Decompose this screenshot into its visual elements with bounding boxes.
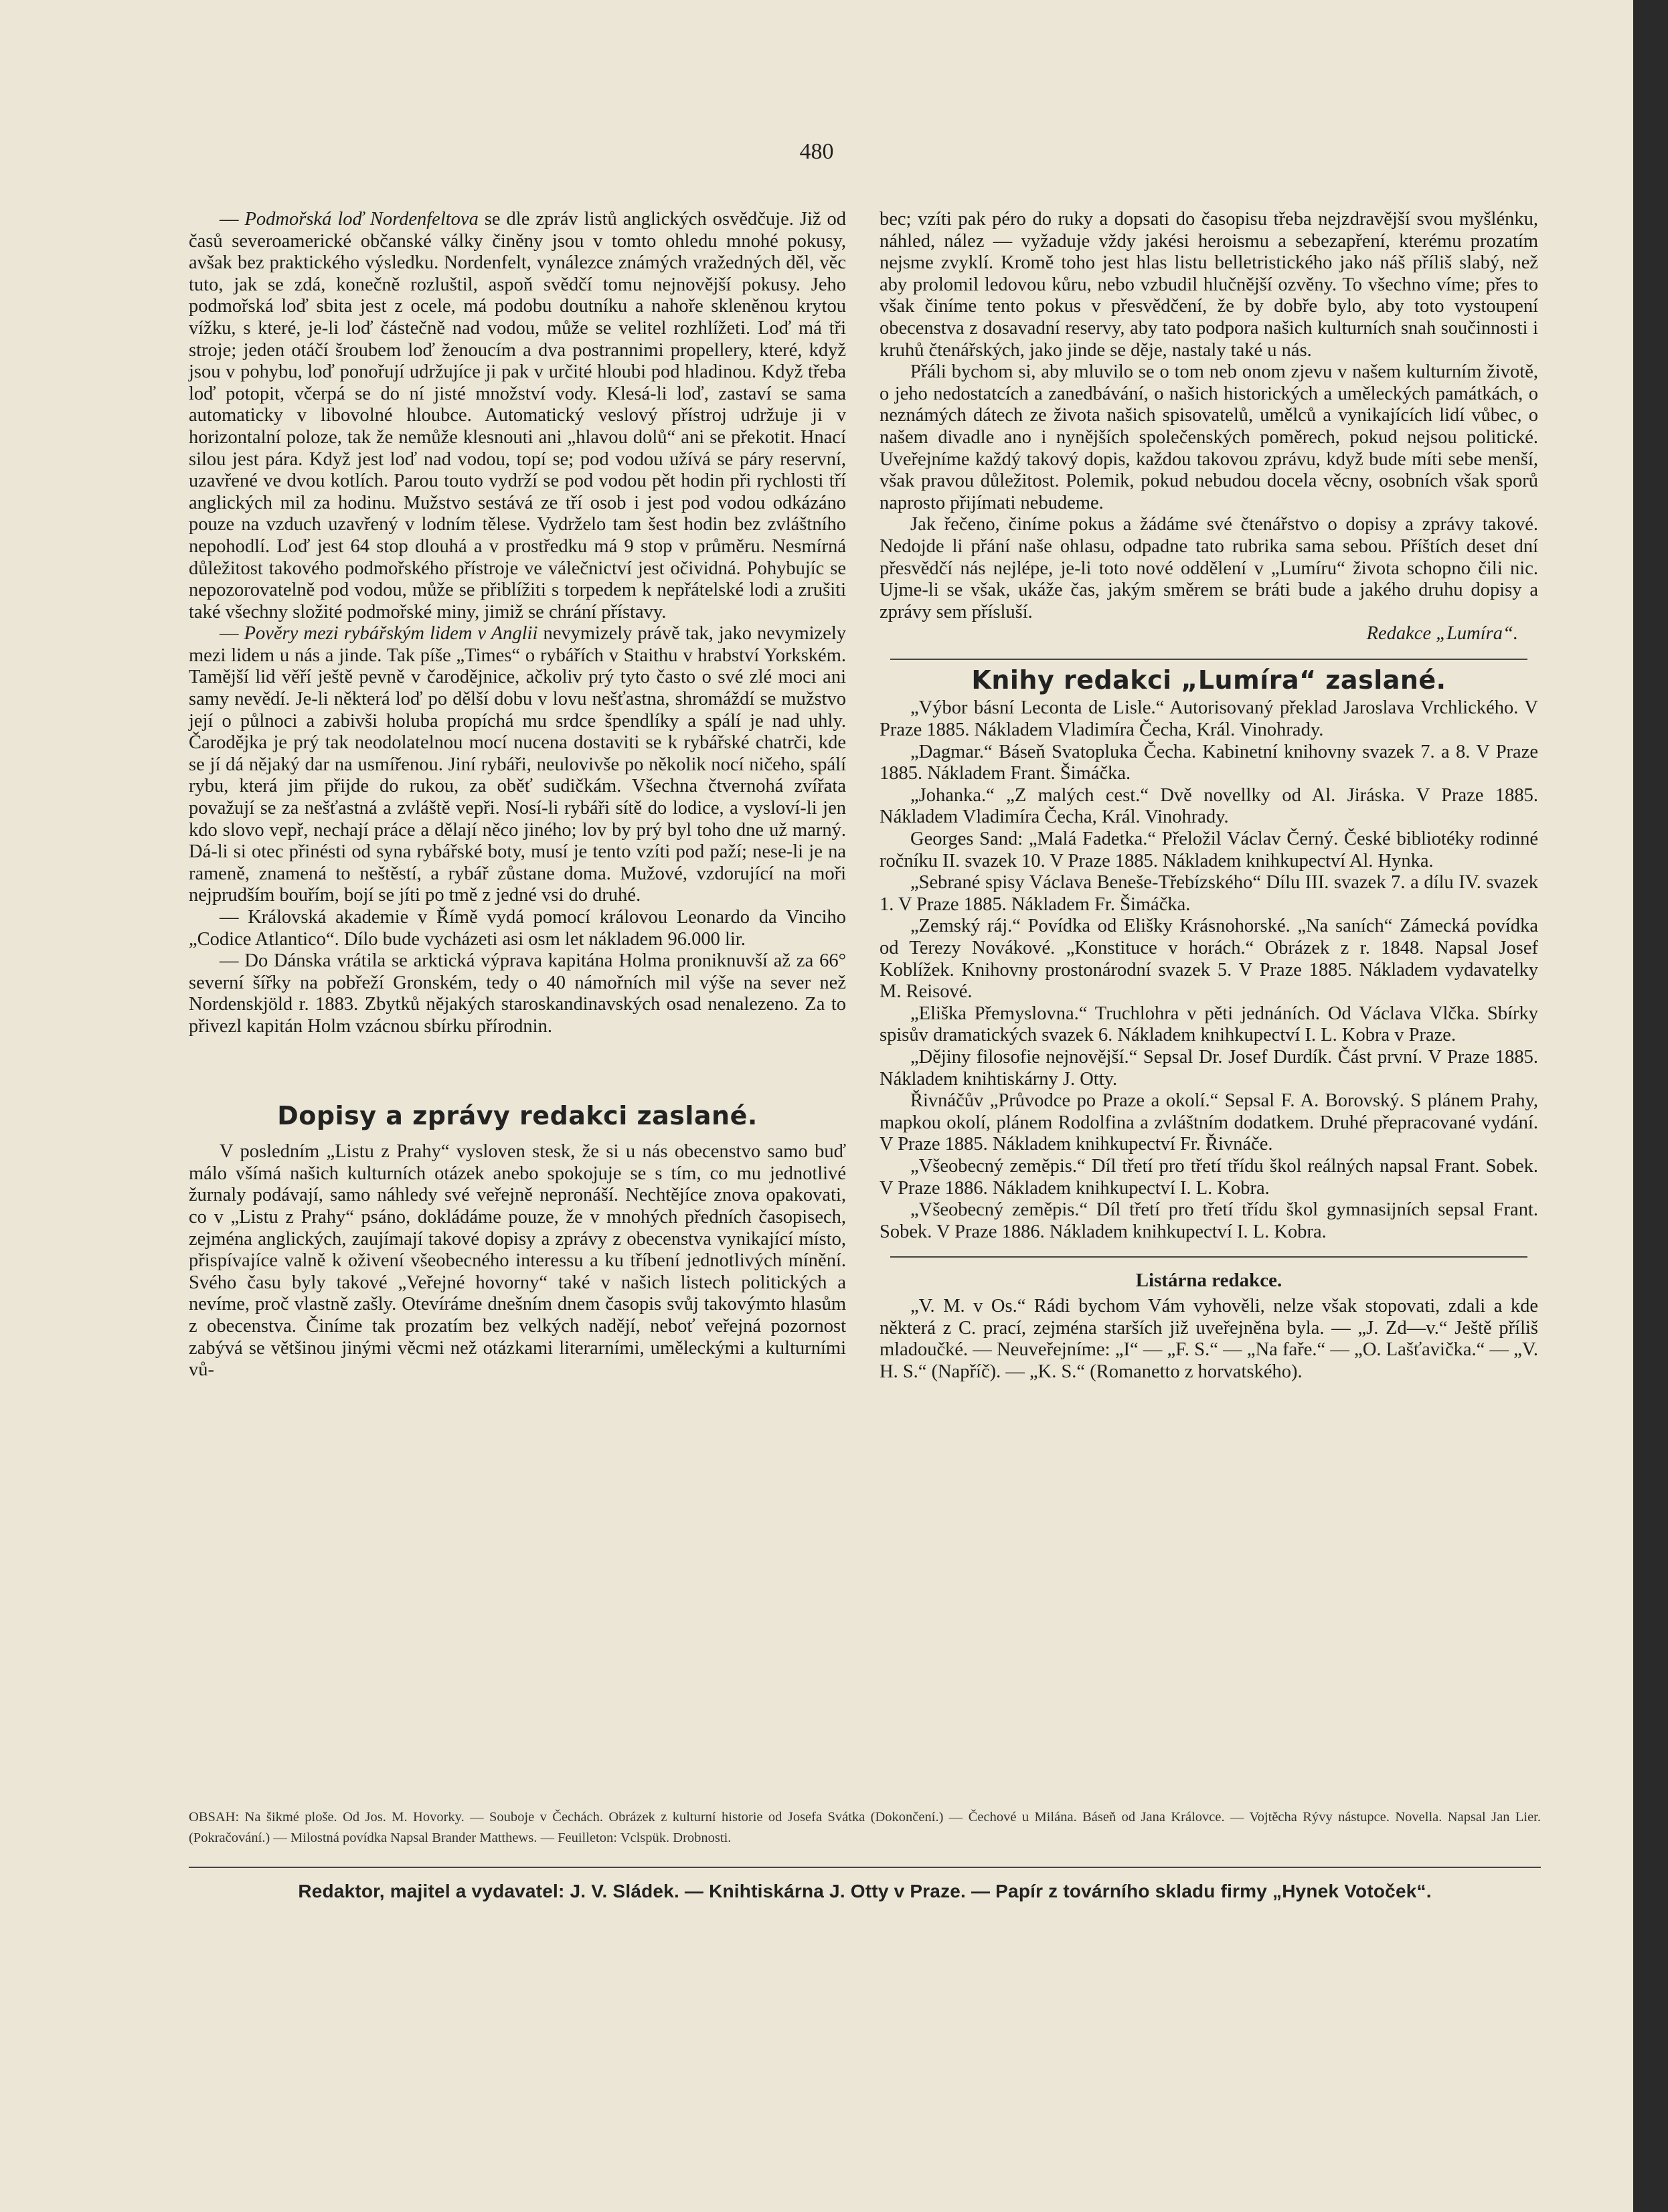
editorial-signature: Redakce „Lumíra“. [1366,623,1518,645]
left-column [189,209,846,1381]
letters-section-title: Dopisy a zprávy redakci zaslané. [277,1100,758,1130]
letters-continuation: bec; vzíti pak péro do ruky a dopsati do časopisu třeba nejzdravější svou myšlénku, náhled, nález — vyžaduje vždy jakési heroismu a sebezapření, kterému prozatím nejsme zvyklí. Kromě toho jest hlas listu belletristického jako náš příliš slabý, než aby prolomil ledovou kůru, nebo vzbudil hlučnější ozvěny. To všechno víme; přes to však činíme tento pokus v přesvědčení, že by dobře bylo, aby toto vystoupení obecenstva z dosavadní reservy, aby tato podpora našich kulturních snah součinnosti i kruhů čtenářských, jako jinde se děje, nastaly také u nás. [880,209,1538,361]
books-list [880,697,1538,1243]
listarna-title: Listárna redakce. [1135,1270,1282,1292]
book-entry: „Sebrané spisy Václava Beneše-Třebízského“ Dílu III. svazek 7. a dílu IV. svazek 1. V Praze 1885. Nákladem Fr. Šimáčka. [880,872,1538,915]
book-entry: „Všeobecný zeměpis.“ Díl třetí pro třetí třídu škol reálných napsal Frant. Sobek. V Praze 1886. Nákladem knihkupectví I. L. Kobra. [880,1155,1538,1199]
book-entry: „Výbor básní Leconta de Lisle.“ Autorisovaný překlad Jaroslava Vrchlického. V Praze 1885. Nákladem Vladimíra Čecha, Král. Vinohrady. [880,697,1538,741]
books-section-title: Knihy redakci „Lumíra“ zaslané. [971,665,1446,695]
page-edge-shadow [1633,0,1668,2212]
table-of-contents: OBSAH: Na šikmé ploše. Od Jos. M. Hovorky. — Souboje v Čechách. Obrázek z kulturní historie od Josefa Svátka (Dokončení.) — Čechové u Milána. Báseň od Jana Královce. — Vojtěcha Rývy nástupce. Novella. Napsal Jan Lier. (Pokračování.) — Milostná povídka Napsal Brander Matthews. — Feuilleton: Vclspük. Drobnosti. [189,1810,1541,1845]
notice-superstitions-title: Pověry mezi rybářským lidem v Anglii [244,623,538,645]
book-entry: Řivnáčův „Průvodce po Praze a okolí.“ Sepsal F. A. Borovský. S plánem Prahy, mapkou okolí, plánem Rodolfina a zvláštním dodatkem. Druhé přepracované vydání. V Praze 1885. Nákladem knihkupectví Fr. Řivnáče. [880,1090,1538,1155]
letters-paragraph-3: Jak řečeno, činíme pokus a žádáme své čtenářstvo o dopisy a zprávy takové. Nedojde li přání naše ohlasu, odpadne tato rubrika sama sebou. Příštích deset dní přesvědčí nás nejlépe, je-li toto nové oddělení v „Lumíru“ života schopno čili nic. Ujme-li se však, ukáže čas, jakým směrem se bráti bude a jakého druhu dopisy a zprávy sem přísluší. [880,514,1538,622]
letters-paragraph-1: V posledním „Listu z Prahy“ vysloven stesk, že si u nás obecenstvo samo buď málo všímá našich kulturních otázek anebo spokojuje se s tím, co mu jednotlivé žurnaly podávají, samo náhledy své veřejně nepronáší. Nechtějíce znova opakovati, co v „Listu z Prahy“ psáno, dokládáme pouze, že v mnohých předních časopisech, zejména anglických, zaujímají takové dopisy a zprávy z obecenstva vynikající místo, přispívajíce valně k oživení všeobecného interessu a ku tříbení jednotlivých mínění. Svého času byly takové „Veřejné hovorny“ také v našich listech politických a nevíme, proč vlastně zašly. Otevíráme dnešním dnem časopis svůj takovýmto hlasům z obecenstva. Činíme tak prozatím bez velkých nadějí, neboť veřejná pozornost zabývá se většinou jinými věcmi než otázkami literarními, uměleckými a kulturními vů- [189,1141,846,1381]
publisher-footer: Redaktor, majitel a vydavatel: J. V. Sládek. — Knihtiskárna J. Otty v Praze. — Papír z továrního skladu firmy „Hynek Votoček“. [298,1881,1432,1901]
book-entry: „Dagmar.“ Báseň Svatopluka Čecha. Kabinetní knihovny svazek 7. a 8. V Praze 1885. Nákladem Frant. Šimáčka. [880,741,1538,784]
book-entry: Georges Sand: „Malá Fadetka.“ Přeložil Václav Černý. České bibliotéky rodinné ročníku II. svazek 10. V Praze 1885. Nákladem knihkupectví Al. Hynka. [880,829,1538,871]
book-entry: „Johanka.“ „Z malých cest.“ Dvě novellky od Al. Jiráska. V Praze 1885. Nákladem Vladimíra Čecha, Král. Vinohrady. [880,784,1538,828]
book-entry: „Všeobecný zeměpis.“ Díl třetí pro třetí třídu škol gymnasijních sepsal Frant. Sobek. V Praze 1886. Nákladem knihkupectví I. L. Kobra. [880,1199,1538,1242]
notice-academy: — Královská akademie v Římě vydá pomocí královou Leonardo da Vinciho „Codice Atlantico“. Dílo bude vycházeti asi osm let nákladem 96.000 lir. [189,907,846,950]
letters-paragraph-2: Přáli bychom si, aby mluvilo se o tom neb onom zjevu v našem kulturním životě, o jeho nedostatcích a zanedbávání, o našich historických a uměleckých památkách, o neznámých dátech ze života našich spisovatelů, umělců a vynikajících lidí vůbec, o našem divadle ano i nynějších společenských poměrech, pokud nejsou politické. Uveřejníme každý takový dopis, každou takovou zprávu, když bude míti sebe menší, však pravou důležitost. Polemik, pokud nebudou docela věcny, osobních však sporů naprosto přijímati nebudeme. [880,361,1538,513]
footer-divider [189,1867,1541,1868]
notice-submarine-text: se dle zpráv listů anglických osvědčuje. Již od časů severoamerické občanské války činěny jsou v tomto ohledu mnohé pokusy, avšak bez praktického výsledku. Nordenfelt, vynálezce známých vražedných děl, věc tuto, jak se zdá, konečně rozluštil, aspoň svědčí tomu nejnovější pokusy. Jeho podmořská loď sbita jest z ocele, má podobu doutníku a nahoře skleněnou krytou vížku, s které, je-li loď částečně nad vodou, může se velitel rozhlížeti. Loď má tři stroje; jeden otáčí šroubem loď ženoucím a dva postrannimi propellery, které, když jsou v pohybu, loď ponořují udržujíce ji pak v určité hloubi pod hladinou. Když třeba loď potopit, včerpá se do ní jisté množství vody. Klesá-li loď, zastaví se sama automaticky v libovolné hloubce. Automatický veslový přístroj udržuje ji v horizontalní poloze, tak že nemůže klesnouti ani „hlavou dolů“ ani se překotit. Hnací silou jest pára. Když jest loď nad vodou, topí se; pod vodou užívá se páry reservní, uzavřené ve dvou kotlích. Parou touto vydrží se pod vodou pět hodin při rychlosti tří anglických mil za hodinu. Mužstvo sestává ze tří osob i jest pod vodou odkázáno pouze na vzduch uzavřený v lodním tělese. Vydrželo tam šest hodin bez zvláštního nepohodlí. Loď jest 64 stop dlouhá a v prostředku má 9 stop v průměru. Nesmírná důležitost takového podmořského přístroje ve válečnictví jest očividná. Pohybujíc se nepozorovatelně pod vodou, může se přiblížiti s torpedem k nepřátelské lodi a zrušiti také všechny složité podmořské miny, jimiž se chrání přístavy. [189,209,847,622]
book-entry: „Zemský ráj.“ Povídka od Elišky Krásnohorské. „Na saních“ Zámecká povídka od Terezy Novákové. „Konstituce v horách.“ Obrázek z r. 1848. Napsal Josef Koblížek. Knihovny prostonárodní svazek 5. V Praze 1885. Nákladem vydavatelky M. Reisové. [880,916,1538,1003]
notice-superstitions: — Pověry mezi rybářským lidem v Anglii nevymizely právě tak, jako nevymizely mezi lidem u nás a jinde. Tak píše „Times“ o rybářích v Staithu v hrabství Yorkském. Tamější lid věří ještě pevně v čarodějnice, ačkoliv prý tyto často o své zlé moci ani samy nevědí. Je-li některá loď po dělší dobu v lovu nešťastna, shromáždí se mužstvo její o půlnoci a zabivši holuba propíchá mu srdce špendlíky a spálí je nad uhly. Čarodějka je prý tak neodolatelnou mocí nucena dostaviti se k rybářské chatrči, kde se jí dá nějaký dar na usmířenou. Jiní rybáři, neulovivše po několik nocí ničeho, spálí rybu, která jim přijde do rukou, za oběť sudičkám. Všechna čtvernohá zvířata považují se za nešťastná a zvláště vepři. Nosí-li rybáři sítě do lodice, a vysloví-li jen kdo slovo vepř, nechají práce a dělají něco jiného; lov by prý byl toho dne už marný. Dá-li si otec přinésti od syna rybářské boty, musí je tento vzíti pod paží; nese-li je na rameně, znamená to neštěstí, a rybář zůstane doma. Mužové, vzdorující na moři nejprudším bouřím, bojí se jíti po tmě z jedné vsi do druhé. [189,623,846,906]
page-number: 480 [799,139,834,164]
book-entry: „Dějiny filosofie nejnovější.“ Sepsal Dr. Josef Durdík. Část první. V Praze 1885. Nákladem knihtiskárny J. Otty. [880,1046,1538,1090]
notice-arctic: — Do Dánska vrátila se arktická výprava kapitána Holma proniknuvší až za 66° severní šířky na pobřeží Gronském, tedy o 40 námořních mil výše na sever než Nordenskjöld r. 1883. Zbytků nějakých staroskandinavských osad nenalezeno. Za to přivezl kapitán Holm vzácnou sbírku přírodnin. [189,950,846,1037]
book-entry: „Eliška Přemyslovna.“ Truchlohra v pěti jednáních. Od Václava Vlčka. Sbírky spisův dramatických svazek 6. Nákladem knihkupectví I. L. Kobra v Praze. [880,1003,1538,1046]
notice-submarine: — Podmořská loď Nordenfeltova se dle zpráv listů anglických osvědčuje. Již od časů severoamerické občanské války činěny jsou v tomto ohledu mnohé pokusy, avšak bez praktického výsledku. Nordenfelt, vynálezce známých vražedných děl, věc tuto, jak se zdá, konečně rozluštil, aspoň svědčí tomu nejnovější pokusy. Jeho podmořská loď sbita jest z ocele, má podobu doutníku a nahoře skleněnou krytou vížku, s které, je-li loď částečně nad vodou, může se velitel rozhlížeti. Loď má tři stroje; jeden otáčí šroubem loď ženoucím a dva postrannimi propellery, které, když jsou v pohybu, loď ponořují udržujíce ji pak v určité hloubi pod hladinou. Když třeba loď potopit, včerpá se do ní jisté množství vody. Klesá-li loď, zastaví se sama automaticky v libovolné hloubce. Automatický veslový přístroj udržuje ji v horizontalní poloze, tak že nemůže klesnouti ani „hlavou dolů“ ani se překotit. Hnací silou jest pára. Když jest loď nad vodou, topí se; pod vodou užívá se páry reservní, uzavřené ve dvou kotlích. Parou touto vydrží se pod vodou pět hodin při rychlosti tří anglických mil za hodinu. Mužstvo sestává ze tří osob i jest pod vodou odkázáno pouze na vzduch uzavřený v lodním tělese. Vydrželo tam šest hodin bez zvláštního nepohodlí. Loď jest 64 stop dlouhá a v prostředku má 9 stop v průměru. Nesmírná důležitost takového podmořského přístroje ve válečnictví jest očividná. Pohybujíc se nepozorovatelně pod vodou, může se přiblížiti s torpedem k nepřátelské lodi a zrušiti také všechny složité podmořské miny, jimiž se chrání přístavy. [189,209,847,622]
listarna-text: „V. M. v Os.“ Rádi bychom Vám vyhověli, nelze však stopovati, zdali a kde některá z C. prací, zejména starších již uveřejněna byla. — „J. Zd—v.“ Ještě příliš mladoučké. — Neuveřejníme: „I“ — „F. S.“ — „Na faře.“ — „O. Lašťavička.“ — „V. H. S.“ (Napříč). — „K. S.“ (Romanetto z horvatského). [880,1295,1538,1382]
right-column [880,209,1538,1383]
notice-superstitions-text: nevymizely právě tak, jako nevymizely mezi lidem u nás a jinde. Tak píše „Times“ o rybářích v Staithu v hrabství Yorkském. Tamější lid věří ještě pevně v čarodějnice, ačkoliv prý tyto často o své zlé moci ani samy nevědí. Je-li některá loď po dělší dobu v lovu nešťastna, shromáždí se mužstvo její o půlnoci a zabivši holuba propíchá mu srdce špendlíky a spálí je nad uhly. Čarodějka je prý tak neodolatelnou mocí nucena dostaviti se k rybářské chatrči, kde se jí dá nějaký dar na usmířenou. Jiní rybáři, neulovivše po několik nocí ničeho, spálí rybu, která jim přijde do rukou, za oběť sudičkám. Všechna čtvernohá zvířata považují se za nešťastná a zvláště vepři. Nosí-li rybáři sítě do lodice, a vysloví-li jen kdo slovo vepř, nechají práce a dělají něco jiného; lov by prý byl toho dne už marný. Dá-li si otec přinésti od syna rybářské boty, musí je tento vzíti pod paží; nese-li je na rameně, znamená to neštěstí, a rybář zůstane doma. Mužové, vzdorující na moři nejprudším bouřím, bojí se jíti po tmě z jedné vsi do druhé. [189,623,846,906]
notice-submarine-title: Podmořská loď Nordenfeltova [244,209,479,230]
